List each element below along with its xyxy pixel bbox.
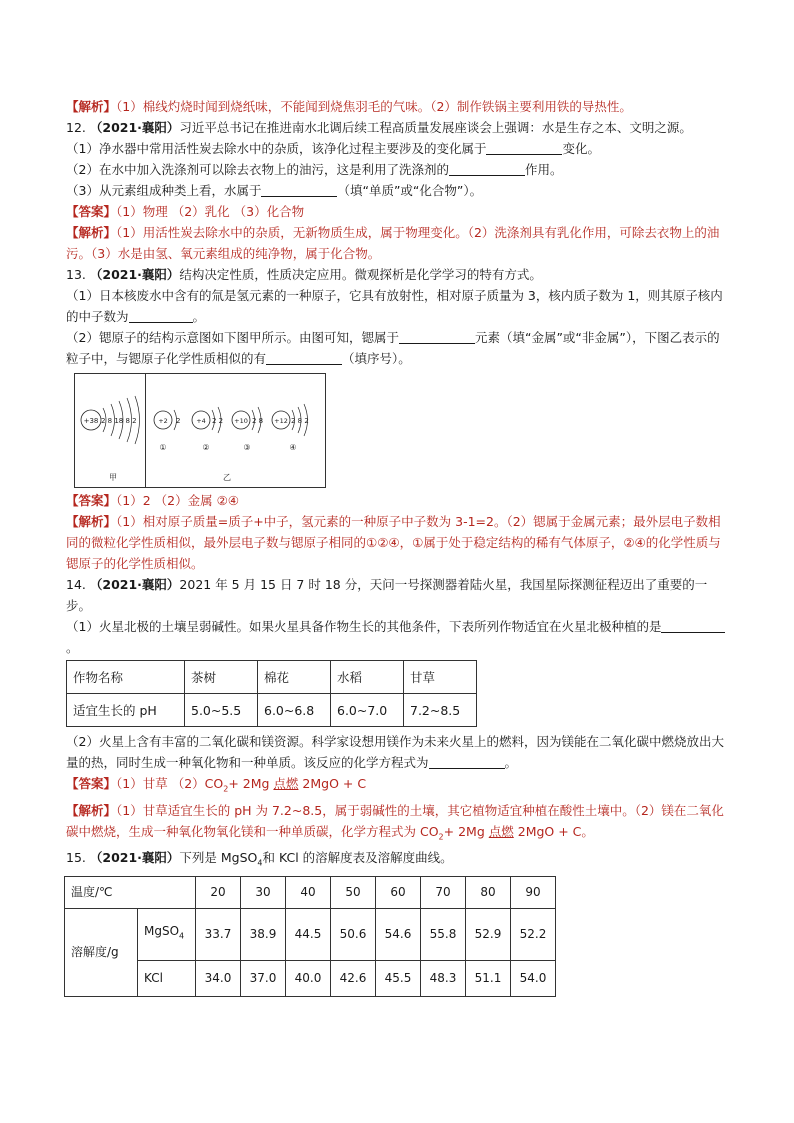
table-cell: KCl bbox=[138, 960, 196, 996]
table-cell: 54.6 bbox=[376, 908, 421, 960]
svg-text:+4: +4 bbox=[196, 417, 206, 425]
question-13 bbox=[66, 264, 726, 285]
table-cell: 51.1 bbox=[466, 960, 511, 996]
part-text: 。 bbox=[504, 755, 518, 770]
particle-3 bbox=[232, 407, 263, 452]
table-cell: 55.8 bbox=[421, 908, 466, 960]
question-stem: 下列是 MgSO$_4$和 KCl 的溶解度表及溶解度曲线。 bbox=[179, 850, 453, 868]
svg-text:+2: +2 bbox=[158, 417, 168, 425]
table-cell: 作物名称 bbox=[67, 661, 185, 694]
answer-blank[interactable] bbox=[661, 619, 725, 633]
svg-text:②: ② bbox=[202, 443, 210, 452]
part-text: 。 bbox=[66, 640, 79, 655]
q12-answer bbox=[66, 201, 726, 222]
table-row bbox=[67, 694, 477, 727]
analysis-tag: 【解析】 bbox=[66, 225, 117, 240]
q13-analysis bbox=[66, 511, 726, 574]
table-cell: 37.0 bbox=[241, 960, 286, 996]
nucleus-charge: +38 bbox=[83, 417, 99, 425]
question-source: （2021·襄阳） bbox=[89, 120, 180, 135]
answer-blank[interactable] bbox=[449, 162, 525, 176]
answer-blank[interactable] bbox=[129, 309, 193, 323]
figure-caption-jia: 甲 bbox=[109, 473, 117, 482]
table-cell: 50.6 bbox=[331, 908, 376, 960]
analysis-tag: 【解析】 bbox=[66, 99, 117, 114]
table-cell: 棉花 bbox=[258, 661, 331, 694]
part-text: （1）火星北极的土壤呈弱碱性。如果火星具备作物生长的其他条件，下表所列作物适宜在火星北极种植的是 bbox=[66, 619, 662, 634]
question-source: （2021·襄阳） bbox=[89, 850, 180, 865]
part-text: 。 bbox=[192, 309, 206, 324]
table-row bbox=[65, 908, 556, 960]
question-number: 12. bbox=[66, 120, 86, 135]
atom-structure-figure bbox=[74, 373, 326, 488]
part-text: （2）火星上含有丰富的二氧化碳和镁资源。科学家设想用镁作为未来火星上的燃料，因为镁能在二氧化碳中燃烧放出大量的热，同时生成一种氧化物和一种单质。该反应的化学方程式为 bbox=[66, 734, 724, 770]
q14-answer bbox=[66, 773, 726, 800]
table-cell: 适宜生长的 pH bbox=[67, 694, 185, 727]
table-cell: 溶解度/g bbox=[65, 908, 138, 996]
question-stem: 结构决定性质，性质决定应用。微观探析是化学学习的特有方式。 bbox=[179, 267, 542, 282]
table-cell: 茶树 bbox=[185, 661, 258, 694]
q12-analysis bbox=[66, 222, 726, 264]
part-text: （2）在水中加入洗涤剂可以除去衣物上的油污，这是利用了洗涤剂的 bbox=[66, 162, 449, 177]
table-cell: 48.3 bbox=[421, 960, 466, 996]
table-cell: 5.0~5.5 bbox=[185, 694, 258, 727]
table-cell: 30 bbox=[241, 876, 286, 908]
analysis-text: （1）棉线灼烧时闻到烧纸味，不能闻到烧焦羽毛的气味。（2）制作铁锅主要利用铁的导热性。 bbox=[116, 99, 632, 114]
analysis-text: （1）甘草适宜生长的 pH 为 7.2~8.5，属于弱碱性的土壤，其它植物适宜种植在酸性土壤中。（2）镁在二氧化碳中燃烧，生成一种氧化物氧化镁和一种单质碳，化学方程式为 $CO_2+ 2Mg$ 点燃 2MgO + C。 bbox=[66, 802, 724, 841]
analysis-text: （1）用活性炭去除水中的杂质，无新物质生成，属于物理变化。（2）洗涤剂具有乳化作用，可除去衣物上的油污。（3）水是由氢、氧元素组成的纯净物，属于化合物。 bbox=[66, 225, 720, 261]
table-cell: 90 bbox=[511, 876, 556, 908]
table-cell: 60 bbox=[376, 876, 421, 908]
analysis-tag: 【解析】 bbox=[66, 514, 117, 529]
table-cell: 34.0 bbox=[196, 960, 241, 996]
question-number: 15. bbox=[66, 850, 86, 865]
table-cell: MgSO$_4$ bbox=[138, 908, 196, 960]
q14-part2 bbox=[66, 731, 726, 773]
table-cell: 水稻 bbox=[331, 661, 404, 694]
exam-page bbox=[66, 96, 726, 997]
question-stem: 2021 年 5 月 15 日 7 时 18 分，天问一号探测器着陆火星，我国星际探测征程迈出了重要的一步。 bbox=[66, 577, 708, 613]
answer-tag: 【答案】 bbox=[66, 204, 117, 219]
svg-text:+12: +12 bbox=[274, 417, 288, 425]
table-cell: 6.0~7.0 bbox=[331, 694, 404, 727]
q14-part1 bbox=[66, 616, 726, 658]
q12-part1 bbox=[66, 138, 726, 159]
answer-blank[interactable] bbox=[266, 351, 342, 365]
svg-text:2 8 2: 2 8 2 bbox=[291, 417, 309, 425]
table-cell: 40 bbox=[286, 876, 331, 908]
question-source: （2021·襄阳） bbox=[89, 577, 180, 592]
answer-blank[interactable] bbox=[429, 755, 505, 769]
question-stem: 习近平总书记在推进南水北调后续工程高质量发展座谈会上强调：水是生存之本、文明之源。 bbox=[179, 120, 692, 135]
q12-part3 bbox=[66, 180, 726, 201]
table-cell: 40.0 bbox=[286, 960, 331, 996]
q13-part1 bbox=[66, 285, 726, 327]
q13-part2 bbox=[66, 327, 726, 369]
part-text: （1）日本核废水中含有的氚是氢元素的一种原子，它具有放射性，相对原子质量为 3，核内质子数为 1，则其原子核内的中子数为 bbox=[66, 288, 723, 324]
question-15 bbox=[66, 847, 726, 874]
part-text: 元素（填“金属”或“非金属”），下图乙表示的粒子中，与锶原子化学性质相似的有 bbox=[66, 330, 720, 366]
table-cell: 33.7 bbox=[196, 908, 241, 960]
answer-text: （1）甘草 $(2)CO_2+ 2Mg$ 点燃 2MgO + C bbox=[116, 776, 367, 794]
table-cell: 7.2~8.5 bbox=[404, 694, 477, 727]
crop-ph-table bbox=[66, 660, 477, 727]
part-text: （填序号）。 bbox=[342, 351, 411, 366]
svg-text:2: 2 bbox=[176, 417, 181, 425]
svg-text:③: ③ bbox=[243, 443, 251, 452]
particle-4 bbox=[272, 404, 309, 452]
table-cell: 6.0~6.8 bbox=[258, 694, 331, 727]
part-text: （2）锶原子的结构示意图如下图甲所示。由图可知，锶属于 bbox=[66, 330, 399, 345]
table-row bbox=[65, 876, 556, 908]
svg-text:①: ① bbox=[159, 443, 167, 452]
table-cell: 80 bbox=[466, 876, 511, 908]
question-12 bbox=[66, 117, 726, 138]
table-cell: 42.6 bbox=[331, 960, 376, 996]
particle-2 bbox=[192, 407, 223, 452]
part-text: （填“单质”或“化合物”）。 bbox=[337, 183, 483, 198]
atom-diagrams bbox=[75, 374, 325, 487]
analysis-tag: 【解析】 bbox=[66, 802, 117, 818]
table-cell: 54.0 bbox=[511, 960, 556, 996]
q13-answer bbox=[66, 490, 726, 511]
table-cell: 45.5 bbox=[376, 960, 421, 996]
particle-1 bbox=[154, 410, 180, 452]
q11-analysis bbox=[66, 96, 726, 117]
table-cell: 甘草 bbox=[404, 661, 477, 694]
table-cell: 38.9 bbox=[241, 908, 286, 960]
figure-caption-yi: 乙 bbox=[223, 473, 231, 482]
answer-blank[interactable] bbox=[399, 330, 475, 344]
svg-text:2 8: 2 8 bbox=[252, 417, 264, 425]
question-source: （2021·襄阳） bbox=[89, 267, 180, 282]
part-text: 作用。 bbox=[524, 162, 563, 177]
table-row bbox=[65, 960, 556, 996]
answer-text: （1）物理 （2）乳化 （3）化合物 bbox=[116, 204, 305, 219]
table-cell: 52.2 bbox=[511, 908, 556, 960]
svg-text:④: ④ bbox=[289, 443, 297, 452]
table-cell: 52.9 bbox=[466, 908, 511, 960]
table-cell: 70 bbox=[421, 876, 466, 908]
q14-analysis bbox=[66, 800, 726, 848]
table-cell: 20 bbox=[196, 876, 241, 908]
question-number: 14. bbox=[66, 577, 86, 592]
answer-blank[interactable] bbox=[486, 141, 562, 155]
part-text: （3）从元素组成种类上看，水属于 bbox=[66, 183, 262, 198]
analysis-text: （1）相对原子质量=质子+中子，氢元素的一种原子中子数为 3-1=2。（2）锶属于金属元素；最外层电子数相同的微粒化学性质相似，最外层电子数与锶原子相同的①②④，①属于处于稳定结构的稀有气体原子，②④的化学性质与锶原子的化学性质相似。 bbox=[66, 514, 721, 571]
part-text: 变化。 bbox=[562, 141, 600, 156]
table-row bbox=[67, 661, 477, 694]
answer-tag: 【答案】 bbox=[66, 776, 117, 791]
answer-text: （1）2 （2）金属 ②④ bbox=[116, 493, 239, 508]
electron-config: 2 8 18 8 2 bbox=[101, 417, 137, 425]
part-text: （1）净水器中常用活性炭去除水中的杂质，该净化过程主要涉及的变化属于 bbox=[66, 141, 487, 156]
svg-text:2 2: 2 2 bbox=[212, 417, 224, 425]
answer-blank[interactable] bbox=[261, 183, 337, 197]
q12-part2 bbox=[66, 159, 726, 180]
answer-tag: 【答案】 bbox=[66, 493, 117, 508]
solubility-table bbox=[64, 876, 556, 997]
strontium-atom bbox=[81, 396, 140, 482]
table-cell: 50 bbox=[331, 876, 376, 908]
svg-text:+10: +10 bbox=[234, 417, 248, 425]
table-cell: 44.5 bbox=[286, 908, 331, 960]
question-14 bbox=[66, 574, 726, 616]
table-cell: 温度/℃ bbox=[65, 876, 196, 908]
question-number: 13. bbox=[66, 267, 86, 282]
